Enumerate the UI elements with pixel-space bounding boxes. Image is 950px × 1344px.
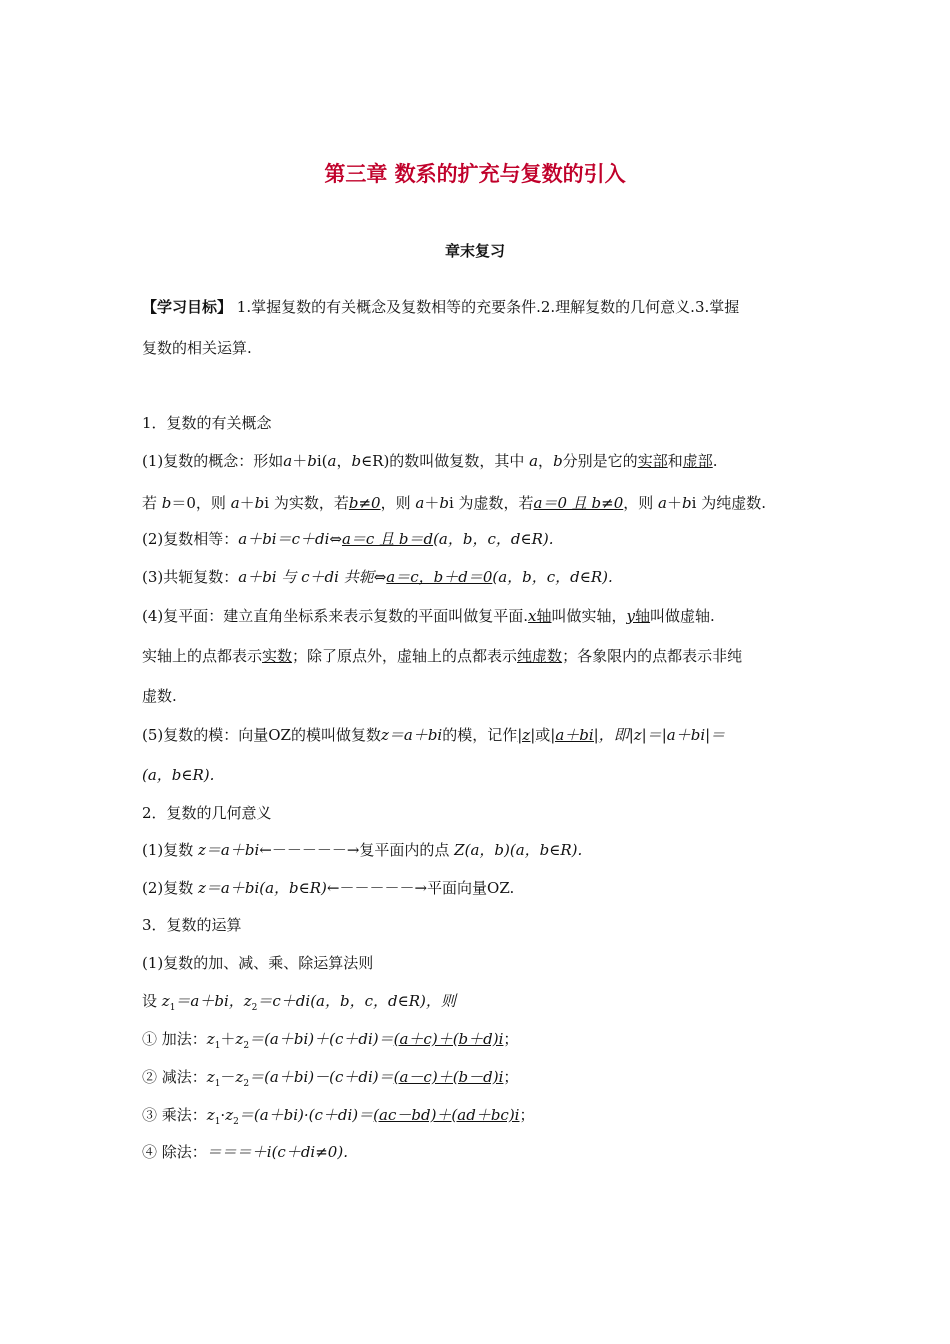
text: a (283, 452, 293, 470)
text: a (225, 494, 240, 512)
text: (1)复数的概念：形如 (142, 452, 284, 470)
text: · (220, 1106, 226, 1124)
modulus-line (142, 724, 725, 745)
complex-plane-line-3: 虚数. (142, 687, 177, 705)
text: ① 加法： (142, 1030, 207, 1048)
text: ＝c＋di(a，b，c，d∈R)，则 (257, 992, 456, 1010)
text: a＋bi 与 c＋di 共轭⇔ (238, 568, 387, 586)
text: b (307, 452, 317, 470)
division-rule (142, 1141, 348, 1162)
answer-y-axis (627, 607, 651, 625)
text: (a，b∈R). (142, 766, 215, 784)
conjugate-line (142, 566, 613, 587)
text: ，即|z|＝|a＋bi|＝ (598, 726, 726, 744)
text: z (235, 1030, 244, 1048)
text: z (235, 1068, 244, 1086)
text: － (220, 1068, 236, 1086)
text: z (206, 1030, 215, 1048)
answer-modulus-abi: |a＋bi| (550, 726, 599, 744)
text: 2 (243, 1041, 250, 1051)
text: (2)复数 (142, 879, 194, 897)
text: b (439, 494, 449, 512)
text: ④ 除法： (142, 1143, 207, 1161)
text: (a，b，c，d∈R). (433, 530, 554, 548)
text: ；各象限内的点都表示非纯 (562, 647, 743, 665)
answer-b-nonzero: b≠0 (348, 494, 381, 512)
text: ； (503, 1030, 519, 1048)
text: 1 (214, 1117, 221, 1127)
text: y (626, 607, 636, 625)
text: ＝(a＋bi)－(c＋di)＝ (249, 1068, 394, 1086)
text: a (653, 494, 667, 512)
text: ③ 乘法： (142, 1106, 207, 1124)
text: 1 (169, 1003, 176, 1013)
text: ， (538, 452, 554, 470)
text: z＝a＋bi(a，b∈R) (193, 879, 327, 897)
text: ，则 (623, 494, 654, 512)
text: z (206, 1068, 215, 1086)
text: b (254, 494, 265, 512)
learning-goals (142, 296, 739, 317)
text: ， (336, 452, 352, 470)
text: 和 (667, 452, 683, 470)
text: 1 (214, 1079, 221, 1089)
text: 1 (214, 1041, 221, 1051)
text: ←－－－－－→平面向量OZ. (326, 879, 515, 897)
text: ；除了原点外，虚轴上的点都表示 (292, 647, 518, 665)
text: b (157, 494, 172, 512)
text: x (528, 607, 537, 625)
answer-pure-imaginary-condition: a＝0 且 b≠0 (533, 494, 624, 512)
answer-pure-imaginary: 纯虚数 (517, 647, 563, 665)
operations-intro: (1)复数的加、减、乘、除运算法则 (142, 954, 374, 972)
text: a (410, 494, 425, 512)
text: b (682, 494, 692, 512)
text: ＝(a＋bi)＋(c＋di)＝ (249, 1030, 394, 1048)
geometry-line-2 (142, 877, 514, 898)
text: 2 (233, 1117, 239, 1127)
text: ＋ (239, 494, 255, 512)
text: . (712, 452, 718, 470)
text: z (206, 1106, 215, 1124)
addition-rule (142, 1028, 518, 1051)
answer-real-number: 实数 (262, 647, 293, 665)
text: a (524, 452, 539, 470)
text: ，则 (380, 494, 411, 512)
section-1-heading: 1．复数的有关概念 (142, 414, 272, 432)
text: (2)复数相等： (142, 530, 239, 548)
text: 分别是它的 (562, 452, 638, 470)
text: ←－－－－－→复平面内的点 (259, 841, 450, 859)
text: i 为虚数，若 (448, 494, 534, 512)
text: a (327, 452, 337, 470)
text: ＝＝＝＋i(c＋di≠0). (206, 1143, 348, 1161)
text: ＝0，则 (171, 494, 226, 512)
text: ； (519, 1106, 535, 1124)
text: z (225, 1106, 234, 1124)
text: z＝a＋bi (380, 726, 443, 744)
text: 或 (535, 726, 551, 744)
chapter-title: 第三章 数系的扩充与复数的引入 (324, 162, 626, 186)
answer-multiplication: (ac－bd)＋(ad＋bc)i (373, 1106, 520, 1124)
answer-addition: (a＋c)＋(b＋d)i (393, 1030, 504, 1048)
concept-line-1 (142, 450, 718, 471)
operations-setup (142, 990, 456, 1013)
goals-label: 【学习目标】 (142, 298, 233, 316)
text: ＝(a＋bi)·(c＋di)＝ (238, 1106, 374, 1124)
text: a＋bi＝c＋di⇔ (238, 530, 342, 548)
text: b (351, 452, 362, 470)
text: ； (503, 1068, 519, 1086)
text: ＋ (424, 494, 440, 512)
text: (1)复数 (142, 841, 194, 859)
text: ＋ (220, 1030, 236, 1048)
section-subtitle: 章末复习 (444, 242, 505, 260)
goals-text-2: 复数的相关运算. (142, 339, 252, 357)
text: 实轴上的点都表示 (142, 647, 263, 665)
modulus-line-2 (142, 764, 214, 785)
text: 叫做实轴， (551, 607, 627, 625)
text: 的模，记作 (442, 726, 518, 744)
text: ＋ (292, 452, 308, 470)
text: (4)复平面：建立直角坐标系来表示复数的平面叫做复平面. (142, 607, 529, 625)
text: i 为实数，若 (264, 494, 349, 512)
text: i( (316, 452, 328, 470)
text: Z(a，b) (449, 841, 510, 859)
goals-text-1: 1.掌握复数的有关概念及复数相等的充要条件.2.理解复数的几何意义.3.掌握 (232, 298, 740, 316)
text: 叫做虚轴. (650, 607, 715, 625)
text: z (157, 992, 170, 1010)
text: (a，b，c，d∈R). (492, 568, 613, 586)
answer-conjugate-condition: a＝c，b＋d＝0 (386, 568, 493, 586)
concept-line-2 (142, 492, 766, 513)
text: 2 (251, 1003, 258, 1013)
answer-x-axis (528, 607, 551, 625)
complex-plane-line (142, 605, 715, 626)
text: z＝a＋bi (193, 841, 260, 859)
multiplication-rule (142, 1104, 535, 1127)
complex-plane-line-2 (142, 645, 742, 666)
section-3-heading: 3．复数的运算 (142, 916, 242, 934)
text: ∈R)的数叫做复数，其中 (361, 452, 525, 470)
geometry-line-1 (142, 839, 582, 860)
answer-equality-condition: a＝c 且 b＝d (341, 530, 434, 548)
text: 轴 (536, 607, 552, 625)
text: 轴 (635, 607, 651, 625)
text: i 为纯虚数. (691, 494, 766, 512)
text: (5)复数的模：向量OZ的模叫做复数 (142, 726, 381, 744)
answer-imaginary-part: 虚部 (682, 452, 713, 470)
text: b (553, 452, 563, 470)
equality-line (142, 528, 553, 549)
text: (a，b∈R). (509, 841, 583, 859)
text: ＝a＋bi， (175, 992, 244, 1010)
answer-subtraction: (a－c)＋(b－d)i (393, 1068, 504, 1086)
section-2-heading: 2．复数的几何意义 (142, 804, 272, 822)
answer-modulus-z: |z| (517, 726, 536, 744)
subtraction-rule (142, 1066, 518, 1089)
text: 2 (243, 1079, 250, 1089)
text: ② 减法： (142, 1068, 207, 1086)
text: 若 (142, 494, 158, 512)
text: 设 (142, 992, 158, 1010)
text: z (243, 992, 252, 1010)
text: ＋ (667, 494, 683, 512)
text: (3)共轭复数： (142, 568, 239, 586)
answer-real-part: 实部 (637, 452, 668, 470)
